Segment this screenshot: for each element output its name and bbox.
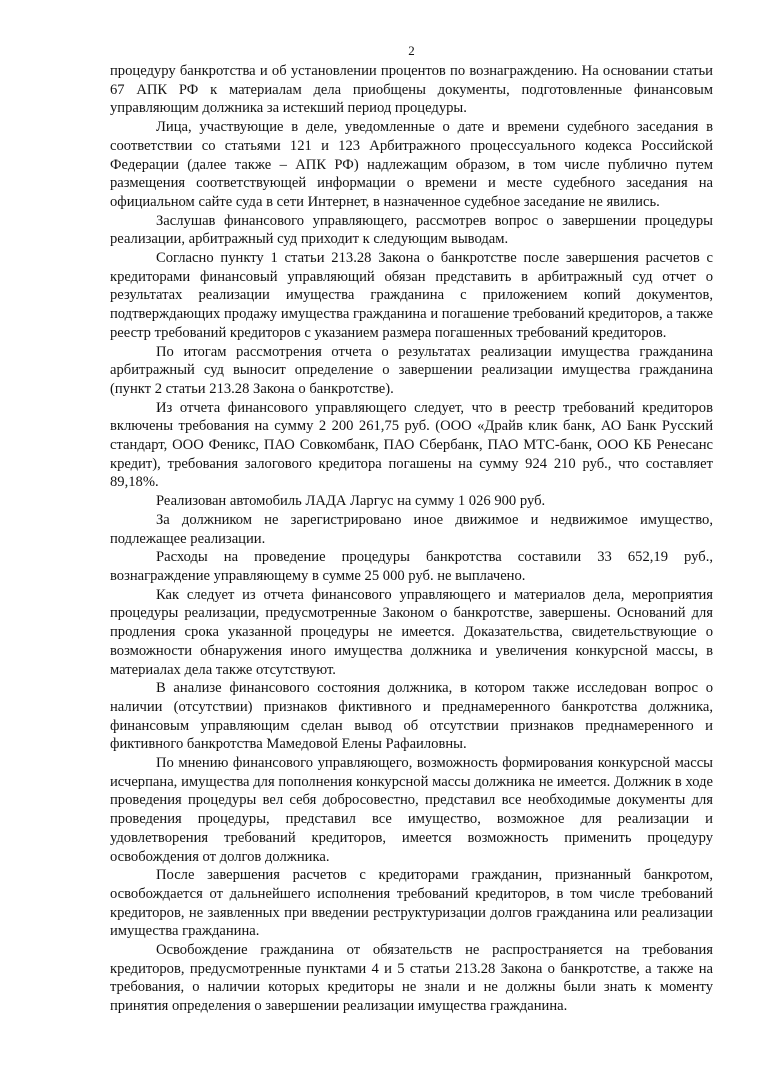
paragraph-10: Как следует из отчета финансового управляющего и материалов дела, мероприятия процедуры реализации, предусмотренные Законом о банкротстве, завершены. Оснований для продления срока указанной процедуры не имеется. Доказательства, свидетельствующие о возможности обнаружения иного имущества должника и увеличения конкурсной массы, в материалах дела также отсутствуют.: [110, 586, 713, 678]
paragraph-14: Освобождение гражданина от обязательств не распространяется на требования кредиторов, предусмотренные пунктами 4 и 5 статьи 213.28 Закона о банкротстве, а также на требования, о наличии которых кредиторы не знали и не должны были знать к моменту принятия определения о завершении реализации имущества гражданина.: [110, 942, 713, 1015]
page-number: 2: [408, 43, 415, 58]
paragraph-7: Реализован автомобиль ЛАДА Ларгус на сумму 1 026 900 руб.: [156, 493, 546, 510]
paragraph-1: процедуру банкротства и об установлении процентов по вознаграждению. На основании статьи 67 АПК РФ к материалам дела приобщены документы, подготовленные финансовым управляющим должника за истекший период процедуры.: [110, 63, 713, 117]
paragraph-4: Согласно пункту 1 статьи 213.28 Закона о банкротстве после завершения расчетов с кредиторами финансовый управляющий обязан представить в арбитражный суд отчет о результатах реализации имущества гражданина с приложением копий документов, подтверждающих продажу имущества гражданина и погашение требований кредиторов, а также реестр требований кредиторов с указанием размера погашенных требований кредиторов.: [110, 250, 713, 341]
paragraph-12: По мнению финансового управляющего, возможность формирования конкурсной массы исчерпана, имущества для пополнения конкурсной массы должника не имеется. Должник в ходе проведения процедуры вел себя добросовестно, представил все необходимые документы для проведения процедуры, представил все имущество, возможное для реализации и удовлетворения требований кредиторов, имеется возможность применить процедуру освобождения от долгов должника.: [110, 755, 713, 865]
paragraph-2: Лица, участвующие в деле, уведомленные о дате и времени судебного заседания в соответствии со статьями 121 и 123 Арбитражного процессуального кодекса Российской Федерации (далее также – АПК РФ) надлежащим образом, в том числе публично путем размещения соответствующей информации о времени и месте судебного заседания на официальном сайте суда в сети Интернет, в назначенное судебное заседание не явились.: [110, 119, 713, 210]
paragraph-13: После завершения расчетов с кредиторами гражданин, признанный банкротом, освобождается от дальнейшего исполнения требований кредиторов, в том числе требований кредиторов, не заявленных при введении реструктуризации долгов гражданина или реализации имущества гражданина.: [110, 867, 713, 940]
paragraph-9: Расходы на проведение процедуры банкротства составили 33 652,19 руб., вознаграждение управляющему в сумме 25 000 руб. не выплачено.: [110, 549, 713, 584]
paragraph-6: Из отчета финансового управляющего следует, что в реестр требований кредиторов включены требования на сумму 2 200 261,75 руб. (ООО «Драйв клик банк, АО Банк Русский стандарт, ООО Феникс, ПАО Совкомбанк, ПАО Сбербанк, ПАО МТС-банк, ООО КБ Ренесанс кредит), требования залогового кредитора погашены на сумму 924 210 руб., что составляет 89,18%.: [110, 399, 713, 491]
paragraph-5: По итогам рассмотрения отчета о результатах реализации имущества гражданина арбитражный суд выносит определение о завершении реализации имущества гражданина (пункт 2 статьи 213.28 Закона о банкротстве).: [110, 343, 713, 397]
document-page: [110, 42, 713, 1016]
paragraph-3: Заслушав финансового управляющего, рассмотрев вопрос о завершении процедуры реализации, арбитражный суд приходит к следующим выводам.: [110, 212, 713, 248]
paragraph-8: За должником не зарегистрировано иное движимое и недвижимое имущество, подлежащее реализации.: [110, 511, 713, 547]
paragraph-11: В анализе финансового состояния должника, в котором также исследован вопрос о наличии (отсутствии) признаков фиктивного и преднамеренного банкротства должника, финансовым управляющим сделан вывод об отсутствии признаков преднамеренного и фиктивного банкротства Мамедовой Елены Рафаиловны.: [110, 680, 713, 753]
